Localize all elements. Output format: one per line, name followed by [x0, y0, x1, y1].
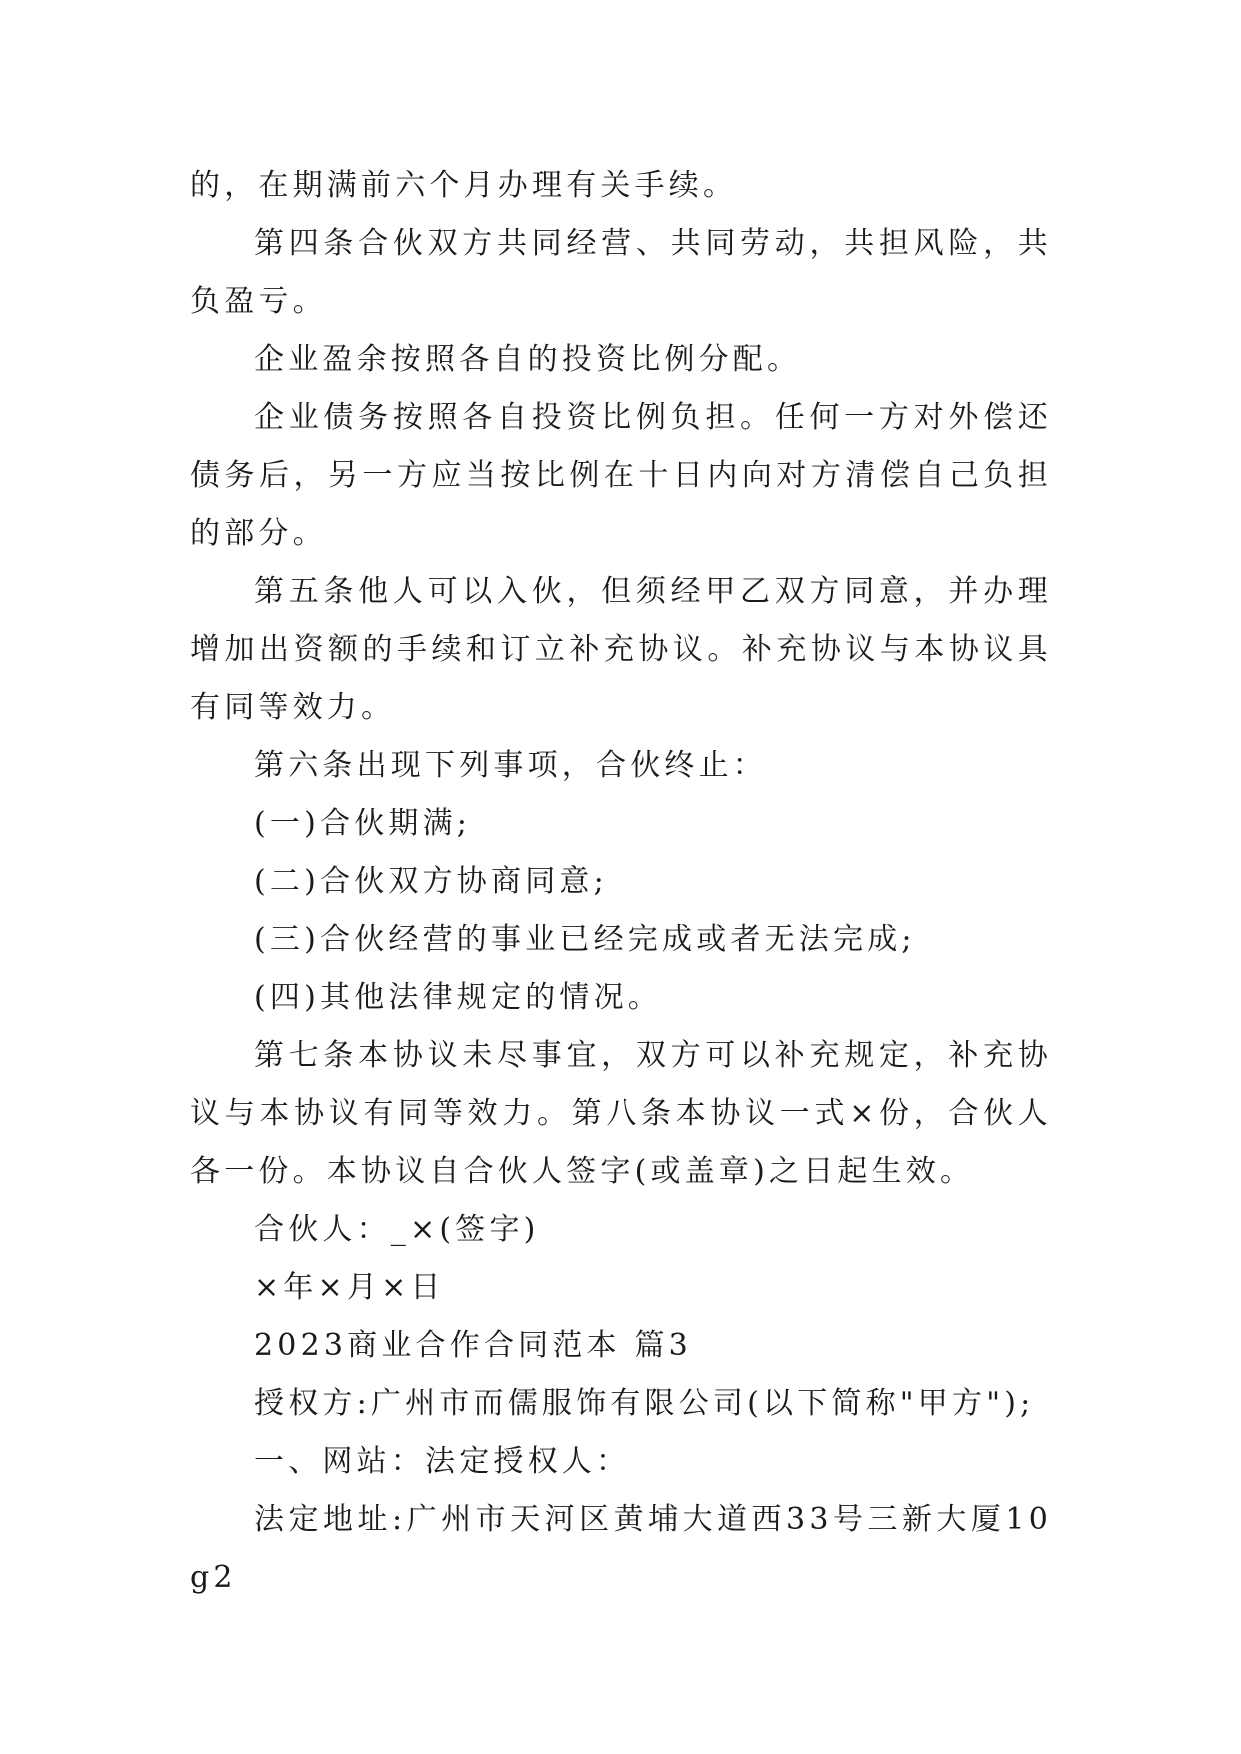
section-heading: 2023商业合作合同范本 篇3: [254, 1328, 692, 1363]
paragraph-continuation: 的，在期满前六个月办理有关手续。: [190, 168, 738, 203]
signature-line: 合伙人：_×(签字): [254, 1212, 540, 1247]
list-item-2: (二)合伙双方协商同意;: [254, 864, 608, 899]
paragraph-article-6: 第六条出现下列事项，合伙终止：: [254, 748, 767, 783]
paragraph-article-4: 第四条合伙双方共同经营、共同劳动，共担风险，共负盈亏。: [190, 226, 1052, 319]
paragraph-profit: 企业盈余按照各自的投资比例分配。: [254, 342, 802, 377]
list-item-1: (一)合伙期满;: [254, 806, 472, 841]
document-body: [190, 157, 1052, 1607]
paragraph-debt: 企业债务按照各自投资比例负担。任何一方对外偿还债务后，另一方应当按比例在十日内向对方清偿自己负担的部分。: [190, 400, 1052, 551]
website-line: 一、网站：法定授权人：: [254, 1444, 631, 1479]
date-line: ×年×月×日: [254, 1270, 445, 1305]
list-item-4: (四)其他法律规定的情况。: [254, 980, 663, 1015]
paragraph-article-5: 第五条他人可以入伙，但须经甲乙双方同意，并办理增加出资额的手续和订立补充协议。补充协议与本协议具有同等效力。: [190, 574, 1052, 725]
list-item-3: (三)合伙经营的事业已经完成或者无法完成;: [254, 922, 916, 957]
grantor-line: 授权方:广州市而儒服饰有限公司(以下简称"甲方");: [254, 1386, 1035, 1421]
paragraph-article-7-8: 第七条本协议未尽事宜，双方可以补充规定，补充协议与本协议有同等效力。第八条本协议一式×份，合伙人各一份。本协议自合伙人签字(或盖章)之日起生效。: [190, 1038, 1052, 1189]
address-line: 法定地址:广州市天河区黄埔大道西33号三新大厦10g2: [190, 1502, 1052, 1595]
